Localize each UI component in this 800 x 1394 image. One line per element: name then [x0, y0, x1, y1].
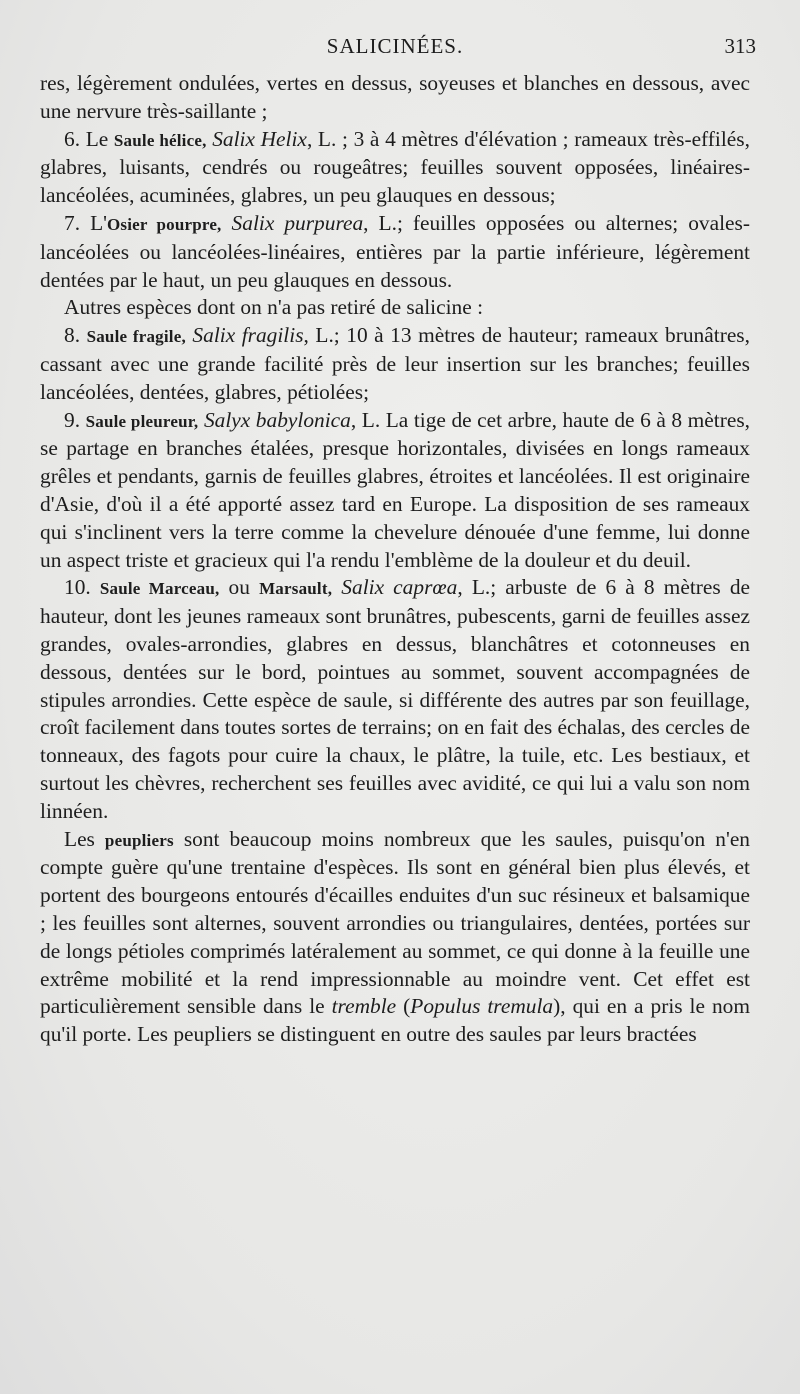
species-common-name: Osier pourpre, [107, 214, 222, 234]
paragraph [40, 407, 750, 575]
species-common-name: Saule fragile, [86, 327, 186, 347]
paragraph [40, 826, 750, 1049]
latin-name: tremble [331, 994, 397, 1019]
text-run [222, 211, 232, 235]
text-run [332, 575, 341, 599]
paragraph [40, 126, 750, 210]
latin-name: Salix fragilis [192, 323, 304, 348]
paragraph [40, 70, 750, 126]
text-run: , L.; arbuste de 6 à 8 mètres de hauteur, dont les jeunes rameaux sont brunâtres, pubescents, garni de feuilles assez grandes, ovales-arrondies, glabres en dessus, blanchâtres et cotonneuses en dessous, dentées sur le bord, pointues au sommet, souvent accompagnées de stipules arrondies. Cette espèce de saule, si différente des autres par son feuillage, croît facilement dans toutes sortes de terrains; on en fait des échalas, des cercles de tonneaux, des fagots pour cuire la chaux, le plâtre, la tuile, etc. Les bestiaux, et surtout les chèvres, recherchent ses feuilles avec avidité, ce qui lui a valu son nom linnéen. [40, 575, 751, 823]
species-common-name: Saule hélice, [113, 130, 207, 150]
species-common-name: Marsault, [259, 579, 333, 599]
species-common-name: Saule pleureur, [85, 411, 199, 431]
species-common-name: peupliers [104, 830, 174, 850]
text-run: 7. L' [64, 210, 107, 235]
text-run: ou [219, 575, 260, 600]
body-text [40, 70, 750, 1049]
text-run: , L. ; 3 à 4 mètres d'élévation ; rameaux très-effilés, glabres, luisants, cendrés ou rougeâtres; feuilles souvent opposées, linéaires-lancéolées, acuminées, glabres, un peu glauques en dessous; [40, 126, 750, 208]
latin-name: Salyx babylonica [203, 407, 351, 432]
paragraph [40, 574, 750, 825]
latin-name: Salix caprœa [341, 575, 458, 600]
text-run: res, légèrement ondulées, vertes en dessus, soyeuses et blanches en dessous, avec une nervure très-saillante ; [40, 71, 750, 123]
latin-name: Salix Helix [212, 126, 307, 151]
text-run: Autres espèces dont on n'a pas retiré de salicine : [64, 295, 484, 320]
text-run: sont beaucoup moins nombreux que les saules, puisqu'on n'en compte guère qu'une trentaine d'espèces. Ils sont en général bien plus élevés, et portent des bourgeons entourés d'écailles enduites d'un suc résineux et balsamique ; les feuilles sont alternes, souvent arrondies ou triangulaires, dentées, portées sur de longs pétioles comprimés latéralement au sommet, ce qui donne à la feuille une extrême mobilité et la rend impressionnable au moindre vent. Cet effet est particulièrement sensible dans le [40, 826, 751, 1019]
text-run: 9. [64, 407, 86, 432]
text-run: , L.; feuilles opposées ou alternes; ovales-lancéolées ou lancéolées-linéaires, entières par la partie inférieure, légèrement dentées par le haut, un peu glauques en dessous. [40, 210, 750, 292]
text-run: ), qui en a pris le nom qu'il porte. Les peupliers se distinguent en outre des saules par leurs bractées [40, 994, 750, 1047]
text-run: , L. La tige de cet arbre, haute de 6 à 8 mètres, se partage en branches étalées, presque horizontales, divisées en longs rameaux grêles et pendants, garnis de feuilles glabres, étroites et lancéolées. Il est originaire d'Asie, d'où il a été apporté assez tard en Europe. La disposition de ses rameaux qui s'inclinent vers la terre comme la chevelure dénouée d'une femme, lui donne un aspect triste et gracieux qui l'a rendu l'emblème de la douleur et du deuil. [40, 407, 750, 572]
running-head [40, 34, 756, 70]
paragraph [40, 322, 750, 406]
page-number: 313 [724, 34, 756, 58]
text-run: , L.; 10 à 13 mètres de hauteur; rameaux brunâtres, cassant avec une grande facilité près de leur insertion sur les branches; feuilles lancéolées, dentées, glabres, pétiolées; [40, 323, 750, 404]
text-run: ( [396, 994, 411, 1019]
text-run: Les [64, 826, 105, 851]
text-run: 10. [64, 575, 100, 600]
latin-name: Populus tremula [410, 994, 554, 1019]
paragraph [40, 294, 750, 322]
species-common-name: Saule Marceau, [99, 579, 220, 599]
latin-name: Salix purpurea [231, 210, 364, 235]
text-run: 8. [64, 323, 87, 348]
running-title: SALICINÉES. [326, 34, 464, 58]
text-run: 6. Le [64, 126, 114, 151]
paragraph [40, 210, 750, 294]
